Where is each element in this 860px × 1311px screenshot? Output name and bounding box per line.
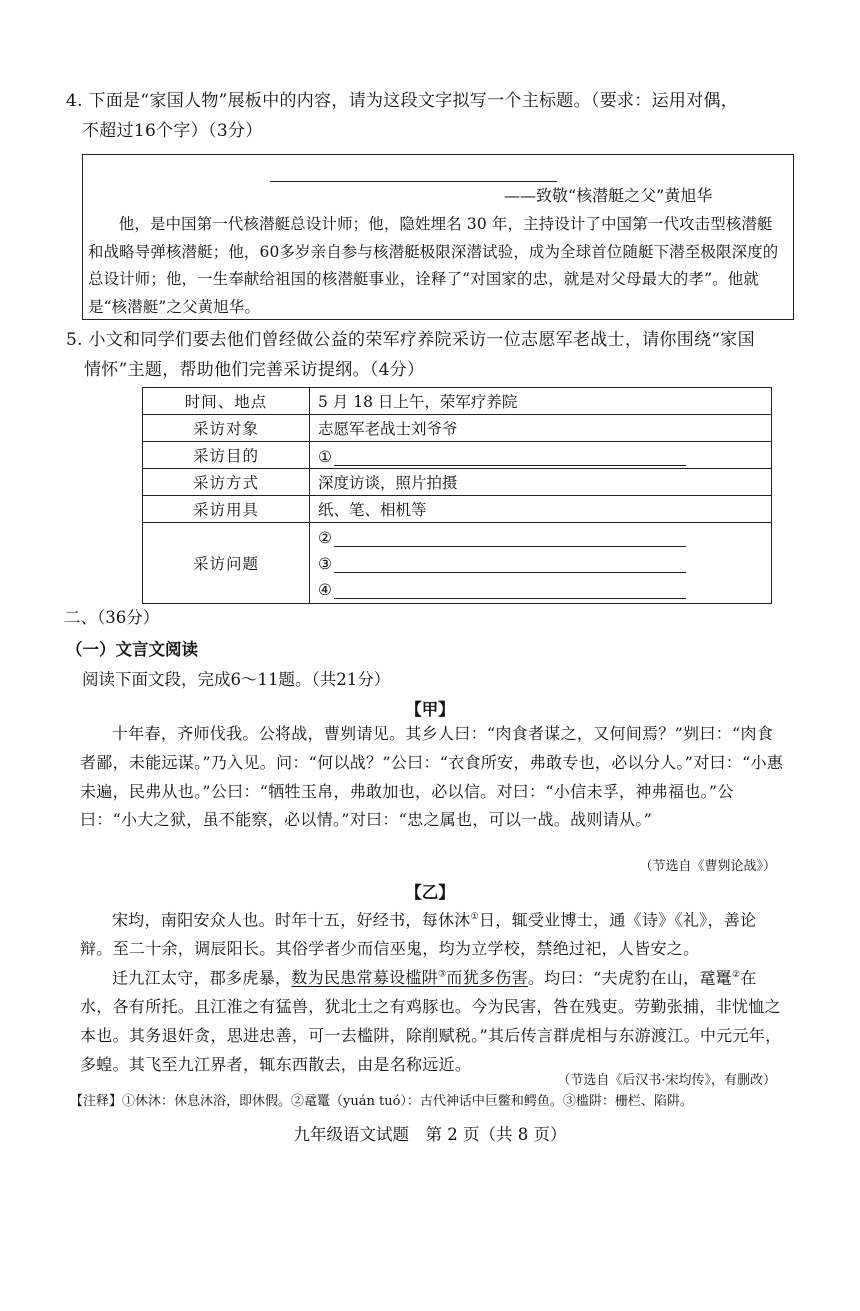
row-value: 纸、笔、相机等 (310, 496, 772, 523)
row-value: 志愿军老战士刘爷爷 (310, 415, 772, 442)
reading-instruction: 阅读下面文段，完成6～11题。（共21分） (82, 670, 391, 689)
page-footer: 九年级语文试题 第 2 页（共 8 页） (293, 1125, 567, 1144)
text-run: 宋均，南阳安众人也。时年十五，好经书，每休沐 (112, 910, 471, 930)
passage-yi-heading: 【乙】 (405, 883, 455, 902)
passage-jia-source: （节选自《曹刿论战》） (639, 859, 776, 874)
footnote-mark: ② (732, 970, 741, 980)
table-row (143, 388, 772, 415)
question-lines (310, 523, 772, 604)
table-row (143, 415, 772, 442)
section-heading: 二、（36分） (64, 608, 160, 627)
passage-jia-text: 十年春，齐师伐我。公将战，曹刿请见。其乡人曰：“肉食者谋之，又何间焉？”刿曰：“肉食者鄙，未能远谋。”乃入见。问：“何以战？”公曰：“衣食所安，弗敢专也，必以分人。”对曰：“小惠未遍，民弗从也。”公曰：“牺牲玉帛，弗敢加也，必以信。对曰：“小信未孚，神弗福也。”公曰：“小大之狱，虽不能察，必以情。”对曰：“忠之属也，可以一战。战则请从。” (80, 724, 784, 830)
table-row (143, 496, 772, 523)
footnote-mark: ③ (438, 970, 447, 980)
row-label: 采访方式 (143, 469, 310, 496)
row-value: 深度访谈，照片拍摄 (310, 469, 772, 496)
text-run: 。均曰：“夫虎豹在山，鼋鼍 (527, 968, 732, 988)
passage-yi-source: （节选自《后汉书·宋均传》，有删改） (557, 1073, 776, 1088)
row-value-blank (310, 442, 772, 469)
q4-title-answer-line (270, 181, 557, 182)
interview-outline-table (142, 387, 772, 604)
answer-line (334, 552, 686, 573)
sub-section-heading: （一）文言文阅读 (66, 640, 198, 659)
answer-line (334, 578, 686, 599)
passage-yi-para2 (80, 961, 786, 1080)
answer-line (334, 526, 686, 547)
q4-prompt-line2: 不超过16个字）（3分） (82, 121, 263, 141)
table-row (143, 469, 772, 496)
answer-line (334, 445, 686, 466)
answer-marker: ③ (318, 555, 332, 573)
table-row (143, 442, 772, 469)
annotation-notes: 【注释】①休沐：休息沐浴，即休假。②鼋鼍（yuán tuó）：古代神话中巨鳖和鳄鱼。③槛阱：栅栏、陷阱。 (70, 1094, 693, 1109)
text-run: 数为民患常募设槛阱 (291, 968, 439, 988)
q4-prompt-line1: 4. 下面是“家国人物”展板中的内容，请为这段文字拟写一个主标题。（要求：运用对偶， (66, 91, 739, 111)
table-row (143, 523, 772, 604)
q5-prompt-line2: 情怀”主题，帮助他们完善采访提纲。（4分） (84, 360, 425, 380)
answer-marker: ④ (318, 581, 332, 599)
text-run: 在水，各有所托。且江淮之有猛兽，犹北土之有鸡豚也。今为民害，咎在残吏。劳勤张捕，非忧恤之本也。其务退奸贪，思进忠善，可一去槛阱，除削赋税。”其后传言群虎相与东游渡江。中元元年，多蝗。其飞至九江界者，辄东西散去，由是名称远近。 (80, 968, 782, 1074)
text-run: 而犹多伤害 (446, 968, 528, 988)
answer-marker: ① (318, 448, 332, 466)
underlined-sentence (291, 968, 528, 987)
row-label: 采访用具 (143, 496, 310, 523)
q4-paragraph: 他，是中国第一代核潜艇总设计师；他，隐姓埋名 30 年，主持设计了中国第一代攻击型核潜艇和战略导弹核潜艇；他，60多岁亲自参与核潜艇极限深潜试验，成为全球首位随艇下潜至极限深度的总设计师；他，一生奉献给祖国的核潜艇事业，诠释了“对国家的忠，就是对父母最大的孝”。他就是“核潜艇”之父黄旭华。 (88, 215, 779, 316)
row-value: 5 月 18 日上午，荣军疗养院 (310, 388, 772, 415)
q5-prompt-line1: 5. 小文和同学们要去他们曾经做公益的荣军疗养院采访一位志愿军老战士，请你围绕“家国 (66, 330, 755, 350)
row-label: 采访目的 (143, 442, 310, 469)
q4-subtitle: ——致敬“核潜艇之父”黄旭华 (504, 186, 713, 205)
text-run: 迁九江太守，郡多虎暴， (112, 968, 292, 988)
passage-yi-para1 (80, 903, 786, 964)
row-label: 采访对象 (143, 415, 310, 442)
row-label: 采访问题 (143, 523, 310, 604)
row-label: 时间、地点 (143, 388, 310, 415)
footnote-mark: ① (470, 912, 479, 922)
passage-jia-heading: 【甲】 (405, 700, 455, 719)
text-run: 日，辄受业博士，通《诗》《礼》，善论辩。至二十余，调辰阳长。其俗学者少而信巫鬼，均为立学校，禁绝过祀，人皆安之。 (80, 910, 757, 959)
answer-marker: ② (318, 529, 332, 547)
